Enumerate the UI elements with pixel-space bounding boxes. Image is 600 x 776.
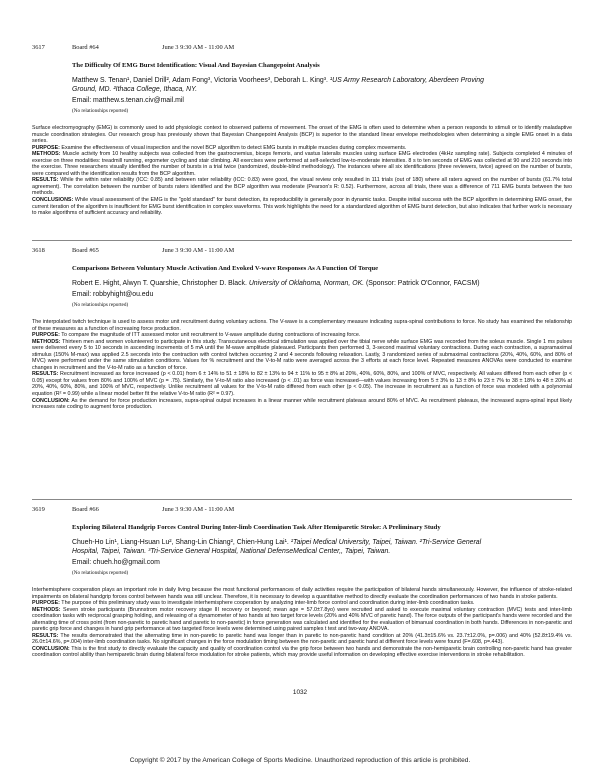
abstract-title: Exploring Bilateral Handgrip Forces Control During Inter-limb Coordination Task After Hemiparetic Stroke: A Preliminary Study — [72, 524, 441, 531]
disclosure: (No relationships reported) — [72, 570, 129, 576]
board-number: Board #65 — [72, 247, 99, 254]
methods-paragraph — [32, 151, 572, 177]
session-time: June 3 9:30 AM - 11:00 AM — [162, 506, 235, 513]
purpose-label: PURPOSE: — [32, 600, 60, 607]
section-divider — [32, 499, 572, 500]
purpose-text: To compare the magnitude of ITT assessed motor unit recruitment to V-wave amplitude during contractions of increasing force. — [59, 332, 361, 339]
author-list — [72, 76, 572, 94]
abstract-header — [32, 247, 572, 259]
conclusions-text: This is the first study to directly evaluate the capacity and quality of coordination control via the grip force between two hands and demonstrate the non-hemiparetic brain controlling non-paretic hand has greater coordination control ability than hemiparetic brain during bilateral force modulation for stroke patients, which may provide useful information on developing effective exercise interventions in stroke rehabilitation. — [32, 645, 572, 659]
board-number: Board #64 — [72, 44, 99, 51]
affiliation-cont: Hospital, Taipei, Taiwan. ³Tri-Service General Hospital, National DefenseMedical Center,, Taipei, Taiwan. — [72, 548, 391, 555]
methods-label: METHODS: — [32, 151, 61, 158]
disclosure: (No relationships reported) — [72, 302, 129, 308]
abstract-header — [32, 506, 572, 518]
abstract-title: Comparisons Between Voluntary Muscle Activation And Evoked V-wave Responses As A Function Of Torque — [72, 265, 379, 272]
methods-text: Seven stroke participants (Brunnstrom motor recovery stage III recovery or beyond; mean age = 57.0±7.8yo) were recruited and asked to execute maximal voluntary contraction (MVC) tests and inter-limb coordination tasks with reciprocal grasping holding, and releasing of a dynamometer of two hands at two target force levels (20% and 40% MVC of paretic hand). The force outputs of the participant's hands were recorded and the alternating time of cross point (from non-paretic to paretic hand and paretic to non-paretic) in force generation was calculated and identified for the evaluation of bimanual coordination in both hands. Differences in non-paretic and paretic grip force and changes in hand grip performance at two targeted force levels were determined using paired samples t test and two-way ANOVA. — [32, 606, 572, 633]
conclusions-paragraph — [32, 646, 572, 659]
methods-paragraph — [32, 607, 572, 633]
abstract-body — [32, 125, 572, 217]
abstract-body — [32, 319, 572, 411]
affiliation: University of Oklahoma, Norman, OK. — [248, 280, 365, 287]
intro-paragraph: Interhemisphere cooperation plays an important role in daily living because the most functional performances of daily activities require the participation of bilateral hands simultaneously. However, the influence of stroke-related impairments on bilateral handgrip forces control between hands was still unclear. Therefore, it is necessary to develop a quantitative method to directly evaluate the coordination performances of two hands in stroke patients. — [32, 587, 572, 600]
abstract-number: 3619 — [32, 506, 45, 513]
author-list — [72, 279, 572, 288]
conclusions-label: CONCLUSIONS: — [32, 197, 74, 204]
results-label: RESULTS: — [32, 371, 59, 378]
abstract-number: 3617 — [32, 44, 45, 51]
purpose-label: PURPOSE: — [32, 332, 60, 339]
conclusions-text: As the demand for force production increases, supra-spinal output increases in a linear manner while recruitment plateaus around 80% of MVC. As recruitment plateaus, the increased supra-spinal input likely increases rate coding to augment force production. — [32, 397, 572, 411]
conclusions-paragraph — [32, 197, 572, 217]
author-email: Email: robbyhight@ou.edu — [72, 291, 154, 298]
results-text: While the within rater reliability (ICC: 0.85) and between rater reliability (ICC: 0.83) were good, the visual review only resulted in 111 trials (out of 180) where all raters agreed on the number of bursts (61.7% total agreement). The correlation between the number of bursts raters identified and the BCP algorithm was moderate (Pearson's R: 0.52). Furthermore, across all trials, there was a difference of 711 EMG bursts between the two methods. — [32, 177, 572, 197]
copyright-notice: Copyright © 2017 by the American College of Sports Medicine. Unauthorized reproduction of this article is prohibited. — [129, 757, 471, 764]
abstract-3619 — [32, 506, 572, 659]
affiliation: ¹Taipei Medical University, Taipei, Taiwan. ²Tri-Service General — [290, 539, 482, 546]
methods-label: METHODS: — [32, 606, 61, 613]
abstract-heading — [72, 524, 572, 577]
results-text: The results demonstrated that the alternating time in non-paretic to paretic hand was longer than in paretic to non-paretic hand condition at 20% (41.3±15.6% vs. 23.7±12.0%, p=.006) and 40% (52.8±19.4% vs. 26.0±14.6%, p=.004) inter-limb coordination tasks. No significant changes in the force modulation timing between the non-paretic and paretic hand at different force levels were found (F=.608, p=.443). — [32, 632, 572, 646]
purpose-text: Examine the effectiveness of visual inspection and the novel BCP algorithm to detect EMG bursts in multiple muscles during complex movements. — [59, 144, 407, 151]
abstract-body — [32, 587, 572, 659]
session-time: June 3 9:30 AM - 11:00 AM — [162, 247, 235, 254]
author-email: Email: matthew.s.tenan.civ@mail.mil — [72, 97, 184, 104]
abstract-title: The Difficulty Of EMG Burst Identification: Visual And Bayesian Changepoint Analysis — [72, 62, 320, 69]
purpose-text: The purpose of this preliminary study was to investigate interhemisphere cooperation by analyzing inter-limb force control and coordination during inter-limb coordination tasks. — [59, 600, 475, 607]
methods-text: Muscle activity from 10 healthy subjects was collected from the gastrocnemius, biceps femoris, and vastus lateralis muscles using surface EMG electrodes (4kHz sampling rate). Subjects completed 4 minutes of exercise on three modalities: treadmill running, ergometer cycling and stair climbing. All exercises were performed at self-selected low-to-moderate intensities. 8 s to ten seconds of EMG was collected at 90 and 210 seconds into the exercise. Three researchers visually identified the number of bursts in a trial twice (randomized, double-blind methodology). The instances where all six identifications (three reviewers, twice) agreed on the number of bursts, were compared with the identification results from the BCP algorithm. — [32, 151, 572, 177]
disclosure: (No relationships reported) — [72, 108, 129, 114]
methods-paragraph — [32, 339, 572, 372]
conclusions-label: CONCLUSION: — [32, 397, 70, 404]
methods-text: Thirteen men and women volunteered to participate in this study. Transcutaneous electrical stimulation was applied over the tibial nerve while surface EMG was recorded from the soleus muscle. Single 1 ms pulses were delivered every 5 to 10 seconds in ascending increments of 5 mA until the M-wave amplitude plateaued. Participants then performed 3, 3-second maximal voluntary contractions. During each contraction, a supramaximal stimulus (150% M-max) was applied 2.5 seconds into the contraction with control twitches occurring 2 and 4 seconds following relaxation. Lastly, 3 randomized series of submaximal contractions (20%, 40%, 60%, and 80% of MVC) were performed under the same stimulation conditions. Values for % recruitment and the V-to-M ratio were averaged across the 3 efforts at each force level. Repeated measures ANOVAs were conducted to examine changes in recruitment and the V-to-M ratio as a function of force. — [32, 338, 572, 371]
intro-paragraph: The interpolated twitch technique is used to assess motor unit recruitment during voluntary actions. The V-wave is a complementary measure indicating supra-spinal contributions to force. No study has examined the relationship of these measures as a function of increasing force production. — [32, 319, 572, 332]
abstract-heading — [72, 62, 572, 115]
conclusions-label: CONCLUSION: — [32, 645, 70, 652]
abstract-3618 — [32, 247, 572, 411]
sponsor: (Sponsor: Patrick O'Connor, FACSM) — [364, 280, 480, 287]
abstract-heading — [72, 265, 572, 309]
abstract-number: 3618 — [32, 247, 45, 254]
page-number: 1032 — [292, 689, 308, 696]
purpose-label: PURPOSE: — [32, 144, 60, 151]
abstract-header — [32, 44, 572, 56]
results-paragraph — [32, 371, 572, 397]
author-list — [72, 538, 572, 556]
results-paragraph — [32, 177, 572, 197]
authors: Robert E. Hight, Alwyn T. Quarshie, Christopher D. Black. — [72, 280, 249, 287]
results-label: RESULTS: — [32, 632, 59, 639]
authors: Chueh-Ho Lin¹, Liang-Hsuan Lu², Shang-Lin Chiang², Chien-Hung Lai¹. — [72, 539, 291, 546]
section-divider — [32, 240, 572, 241]
authors: Matthew S. Tenan¹, Daniel Drill², Adam Fong³, Victoria Voorhees³, Deborah L. King³. — [72, 77, 330, 84]
affiliation-cont: Ground, MD. ²Ithaca College, Ithaca, NY. — [72, 86, 197, 93]
results-paragraph — [32, 633, 572, 646]
results-text: Recruitment increased as force increased (p < 0.01) from 6 ± 14% to 51 ± 18% to 82 ± 13% to 94 ± 11% to 95 ± 8% at 20%, 40%, 60%, 80%, and 100% of MVC, respectively. All values differed from each other (p < 0.05) except for values from 80% and 100% of MVC (p = .75). Similarly, the V-to-M ratio also increased (p < .01) as force was increased—with values increasing from 5 ± 3% to 13 ± 8% to 23 ± 7% to 38 ± 18% to 48 ± 20% at 20%, 40%, 60%, 80%, and 100% of MVC, respectively. Unlike recruitment all values for the V-to-M ratio differed from each other (p < 0.05). The increase in recruitment as a function of force was modeled with a polynomial equation (R² = 0.99) while a linear model better fit the relative V-to-M ratio (R² = 0.97). — [32, 371, 572, 398]
abstract-3617 — [32, 44, 572, 217]
session-time: June 3 9:30 AM - 11:00 AM — [162, 44, 235, 51]
board-number: Board #66 — [72, 506, 99, 513]
affiliation: ¹US Army Research Laboratory, Aberdeen Proving — [329, 77, 484, 84]
intro-paragraph: Surface electromyography (EMG) is commonly used to add physiologic context to observed patterns of movement. The onset of the EMG is often used to determine when a person responds to stimuli or to identify maladaptive muscle coordination strategies. Our research group has previously shown that Bayesian Changepoint Analysis (BCP) is superior to the standard linear envelope methodologies when determining a single EMG onset in a data series. — [32, 125, 572, 145]
conclusions-text: While visual assessment of the EMG is the "gold standard" for burst detection, its reproducibility is generally poor in dynamic tasks. Despite initial success with the BCP algorithm in determining EMG onset, the current iteration of the algorithm is insufficient for EMG burst identification in complex waveforms. This work highlights the need for a standardized algorithm of EMG burst detection, but also indicates that further work is necessary to make algorithms of sufficient accuracy and reliability. — [32, 197, 572, 217]
conclusions-paragraph — [32, 398, 572, 411]
results-label: RESULTS: — [32, 177, 59, 184]
author-email: Email: chueh.ho@gmail.com — [72, 559, 160, 566]
methods-label: METHODS: — [32, 338, 61, 345]
